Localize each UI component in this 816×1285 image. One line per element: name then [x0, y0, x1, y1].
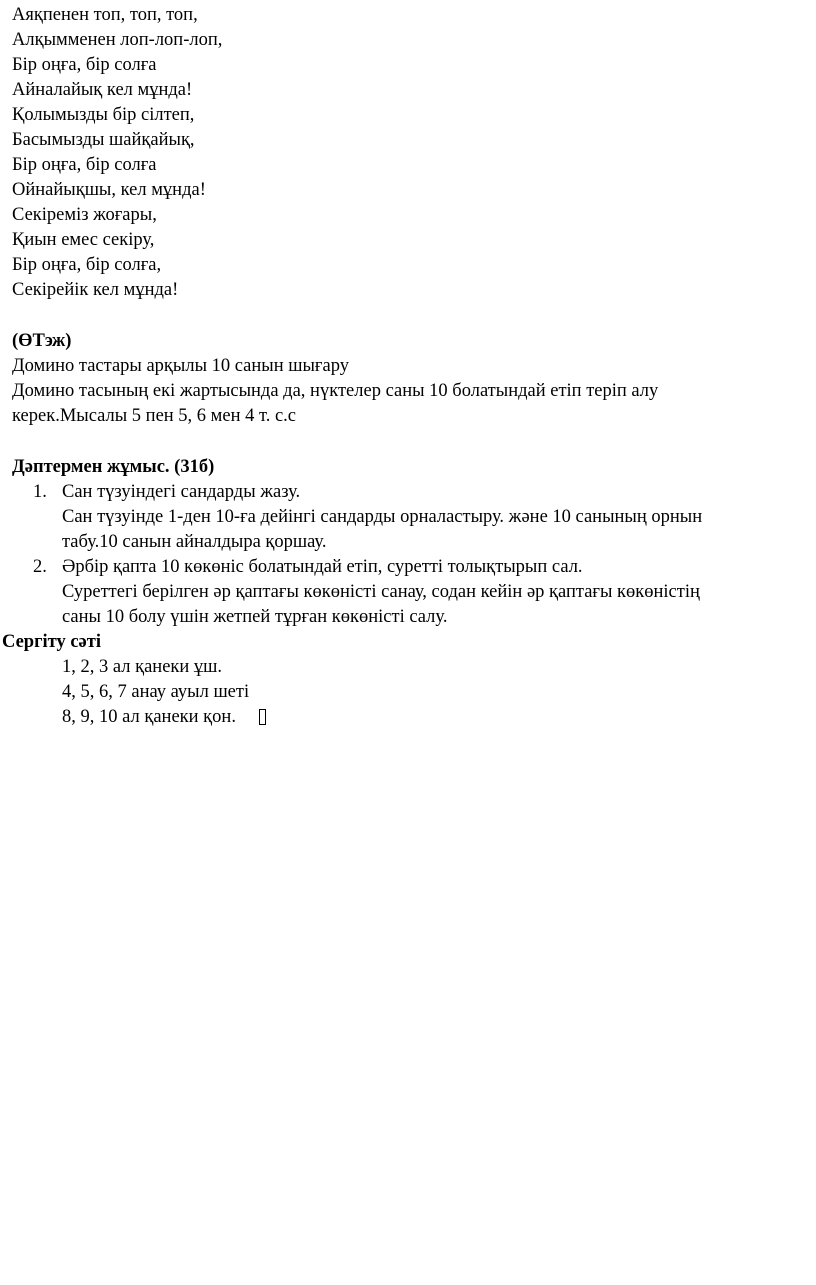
- otzh-line-3: керек.Мысалы 5 пен 5, 6 мен 4 т. с.с: [12, 406, 296, 426]
- sergitu-heading: Сергіту сәті: [2, 632, 101, 652]
- poem-line-4: Айналайық кел мұнда!: [12, 80, 193, 100]
- poem-line-8: Ойнайықшы, кел мұнда!: [12, 180, 206, 200]
- poem-line-9: Секіреміз жоғары,: [12, 205, 157, 225]
- missing-glyph-box: [259, 709, 266, 725]
- poem-line-2: Алқымменен лоп-лоп-лоп,: [12, 30, 223, 50]
- poem-line-7: Бір оңға, бір солға: [12, 155, 157, 175]
- list-item-desc-1a: Сан түзуінде 1-ден 10-ға дейінгі сандарды орналастыру. және 10 санының орнын: [62, 507, 703, 527]
- list-item-number-1: 1.: [33, 482, 47, 502]
- otzh-line-2: Домино тасының екі жартысында да, нүктелер саны 10 болатындай етіп теріп алу: [12, 381, 659, 401]
- list-item-title-1: Сан түзуіндегі сандарды жазу.: [62, 482, 301, 502]
- poem-line-11: Бір оңға, бір солға,: [12, 255, 162, 275]
- list-item-desc-1b: табу.10 санын айналдыра қоршау.: [62, 532, 327, 552]
- list-item-desc-2b: саны 10 болу үшін жетпей тұрған көкөністі салу.: [62, 607, 448, 627]
- poem-line-6: Басымызды шайқайық,: [12, 130, 195, 150]
- otzh-heading: (ӨТэж): [12, 331, 72, 351]
- sergitu-line-2: 4, 5, 6, 7 анау ауыл шеті: [62, 682, 250, 702]
- list-item-desc-2a: Суреттегі берілген әр қаптағы көкөністі санау, содан кейін әр қаптағы көкөністің: [62, 582, 700, 602]
- otzh-line-1: Домино тастары арқылы 10 санын шығару: [12, 356, 349, 376]
- sergitu-line-3: 8, 9, 10 ал қанеки қон.: [62, 707, 236, 727]
- poem-line-3: Бір оңға, бір солға: [12, 55, 157, 75]
- poem-line-10: Қиын емес секіру,: [12, 230, 155, 250]
- poem-line-1: Аяқпенен топ, топ, топ,: [12, 5, 198, 25]
- poem-line-5: Қолымызды бір сілтеп,: [12, 105, 195, 125]
- notebook-heading: Дәптермен жұмыс. (31б): [12, 457, 215, 477]
- sergitu-line-1: 1, 2, 3 ал қанеки ұш.: [62, 657, 223, 677]
- list-item-number-2: 2.: [33, 557, 47, 577]
- poem-line-12: Секірейік кел мұнда!: [12, 280, 179, 300]
- list-item-title-2: Әрбір қапта 10 көкөніс болатындай етіп, суретті толықтырып сал.: [62, 557, 583, 577]
